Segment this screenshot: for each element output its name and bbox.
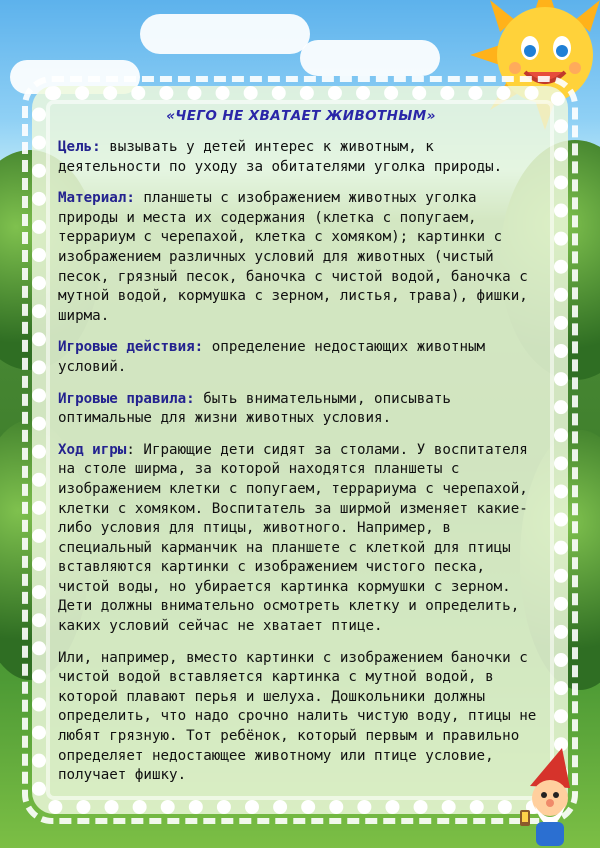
section-label: Ход игры xyxy=(58,441,127,458)
game-rules-paragraph xyxy=(58,390,544,429)
section-label: Игровые правила: xyxy=(58,390,195,407)
game-progress-paragraph xyxy=(58,441,544,637)
cloud xyxy=(300,40,440,76)
cloud xyxy=(140,14,310,54)
material-paragraph xyxy=(58,189,544,326)
section-label: Цель: xyxy=(58,139,101,155)
document-body xyxy=(58,108,544,798)
goal-paragraph xyxy=(58,138,544,177)
section-text: : Играющие дети сидят за столами. У воспитателя на столе ширма, за которой находятся планшеты с изображением клетки с попугаем, террариума с черепахой, клетки с хомяком. Воспитатель за ширмой изменяет какие-либо условия для птицы, животного. Например, в специальный карманчик на планшете с клеткой для птицы вставляются картинки с изображением чистого песка, чистой воды, но убирается картинка кормушки с зерном. Дети должны внимательно осмотреть клетку и определить, каких условий сейчас не хватает птице. xyxy=(58,441,528,635)
section-label: Материал: xyxy=(58,190,135,207)
section-text: определение недостающих животным условий. xyxy=(58,339,486,375)
section-text: быть внимательными, описывать оптимальные для жизни животных условия. xyxy=(58,390,451,427)
gnome-illustration xyxy=(500,748,600,848)
page-title: «ЧЕГО НЕ ХВАТАЕТ ЖИВОТНЫМ» xyxy=(166,108,436,124)
section-text: планшеты с изображением животных уголка природы и места их содержания (клетка с попугаем, террариум с черепахой, клетка с хомяком); картинки с изображением различных условий для животных (чистый песок, грязный песок, баночка с чистой водой, баночка с мутной водой, кормушка с зерном, листья, трава), фишки, ширма. xyxy=(58,190,528,324)
section-text: вызывать у детей интерес к животным, к деятельности по уходу за обитателями уголка природы. xyxy=(58,139,503,175)
section-label: Игровые действия: xyxy=(58,339,204,356)
game-actions-paragraph xyxy=(58,338,544,377)
closing-paragraph: Или, например, вместо картинки с изображением баночки с чистой водой вставляется картинка с мутной водой, в которой плавают перья и шелуха. Дошкольники должны определить, что надо срочно налить чистую воду, птицы не любят грязную. Тот ребёнок, который первым и правильно определяет недостающее животному или птице условие, получает фишку. xyxy=(58,649,537,784)
